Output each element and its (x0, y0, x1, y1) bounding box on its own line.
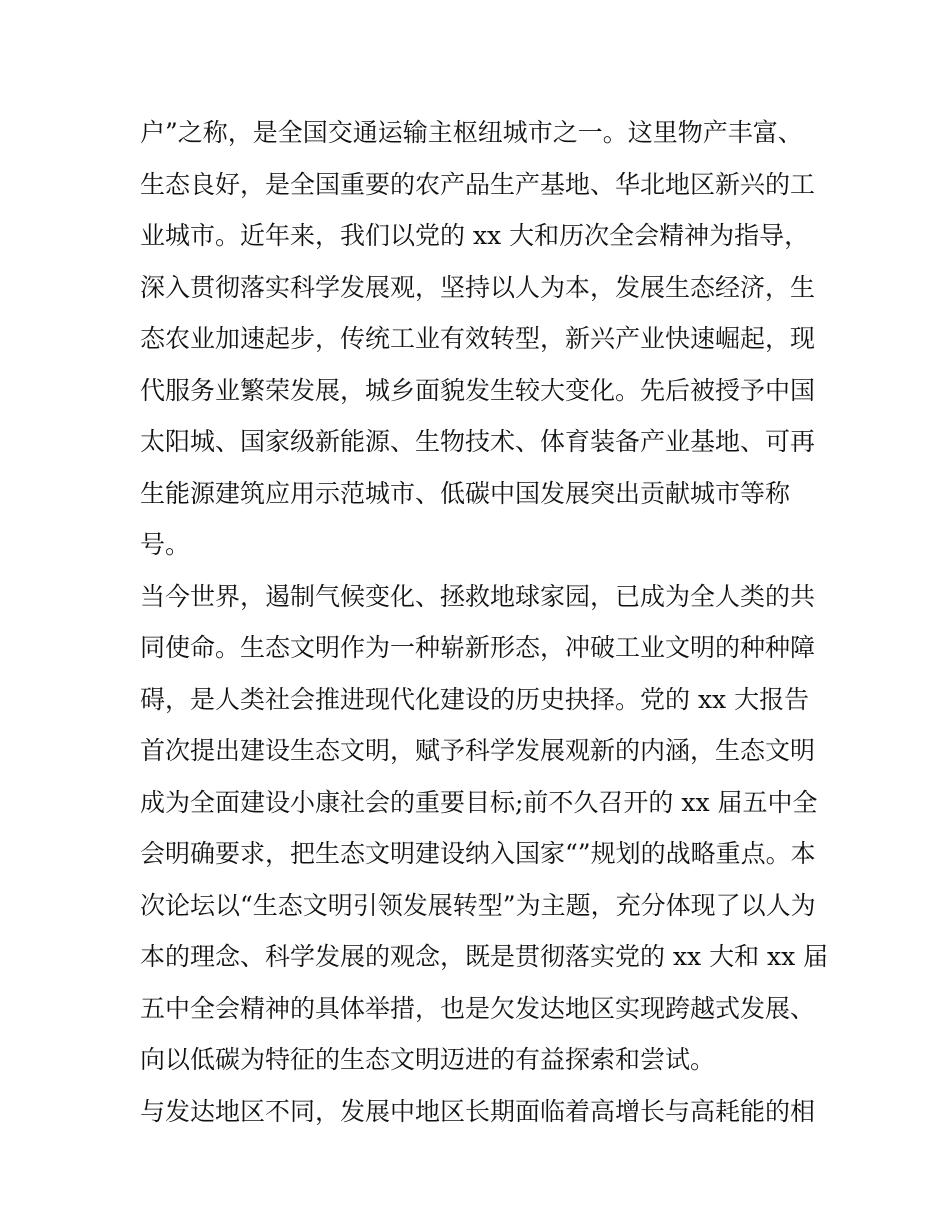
text-line: 业城市。近年来，我们以党的 xx 大和历次全会精神为指导， (140, 221, 810, 250)
paragraph-1 (140, 107, 830, 571)
text-line: 生态良好，是全国重要的农产品生产基地、华北地区新兴的工 (140, 169, 816, 199)
text-line: 碍，是人类社会推进现代化建设的历史抉择。党的 xx 大报告 (140, 684, 810, 714)
text-line: 态农业加速起步，传统工业有效转型，新兴产业快速崛起，现 (140, 324, 816, 353)
paragraph-3 (140, 1086, 830, 1138)
text-line: 同使命。生态文明作为一种崭新形态，冲破工业文明的种种障 (140, 633, 816, 662)
text-line: 太阳城、国家级新能源、生物技术、体育装备产业基地、可再 (140, 427, 816, 456)
text-line: 与发达地区不同，发展中地区长期面临着高增长与高耗能的相 (140, 1096, 816, 1126)
text-line: 会明确要求，把生态文明建设纳入国家“”规划的战略重点。本 (140, 839, 816, 868)
text-line: 当今世界，遏制气候变化、拯救地球家园，已成为全人类的共 (140, 581, 816, 611)
text-line: 次论坛以“生态文明引领发展转型”为主题，充分体现了以人为 (140, 890, 816, 920)
document-body (140, 107, 830, 1137)
text-line: 五中全会精神的具体举措，也是欠发达地区实现跨越式发展、 (140, 993, 816, 1023)
text-line: 生能源建筑应用示范城市、低碳中国发展突出贡献城市等称 (140, 478, 791, 508)
text-line: 首次提出建设生态文明，赋予科学发展观新的内涵，生态文明 (140, 736, 816, 765)
text-line: 户”之称，是全国交通运输主枢纽城市之一。这里物产丰富、 (140, 118, 803, 147)
text-line: 代服务业繁荣发展，城乡面貌发生较大变化。先后被授予中国 (140, 375, 816, 405)
text-line: 向以低碳为特征的生态文明迈进的有益探索和尝试。 (140, 1045, 716, 1074)
text-line: 本的理念、科学发展的观念，既是贯彻落实党的 xx 大和 xx 届 (140, 942, 829, 971)
paragraph-2 (140, 571, 830, 1086)
text-line: 成为全面建设小康社会的重要目标;前不久召开的 xx 届五中全 (140, 787, 818, 817)
text-line: 深入贯彻落实科学发展观，坚持以人为本，发展生态经济，生 (140, 272, 816, 302)
text-line: 号。 (140, 530, 191, 559)
